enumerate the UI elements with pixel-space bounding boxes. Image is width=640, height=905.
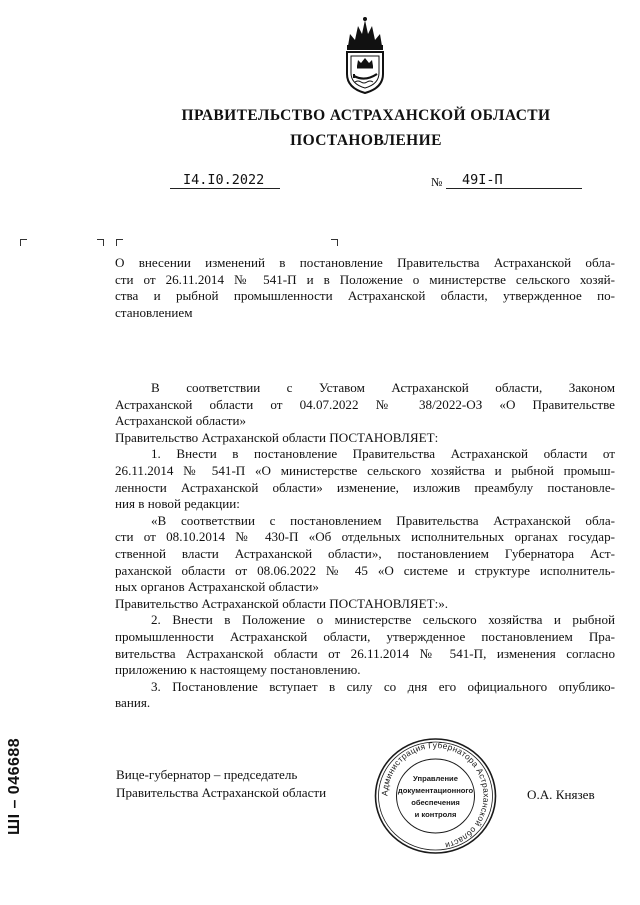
authority-title: ПРАВИТЕЛЬСТВО АСТРАХАНСКОЙ ОБЛАСТИ: [181, 107, 551, 124]
body-line: ленности Астраханской области» изменение, изложив преамбулу постановле-: [115, 479, 615, 495]
body-line: 26.11.2014 № 541-П «О министерстве сельского хозяйства и рыбной промыш-: [115, 462, 615, 478]
stamp-center-line: и контроля: [414, 810, 457, 819]
subject-line: сти от 26.11.2014 № 541-П и в Положение о министерстве сельского хозяй-: [115, 271, 615, 287]
date-underline: [170, 188, 280, 189]
body-line: ния в новой редакции:: [115, 496, 240, 512]
body-line: «В соответствии с постановлением Правительства Астраханской обла-: [151, 512, 615, 528]
document-date: I4.I0.2022: [183, 172, 265, 188]
body-line: промышленности Астраханской области, утвержденное постановлением Пра-: [115, 628, 615, 644]
subject-line: ства и рыбной промышленности Астраханской области, утвержденное по-: [115, 288, 615, 304]
corner-mark: [331, 239, 338, 246]
number-underline: [446, 188, 582, 189]
signatory-position-line: Вице-губернатор – председатель: [116, 767, 298, 782]
body-line: раханской области от 08.06.2022 № 45 «О системе и структуре исполнитель-: [115, 562, 615, 578]
document-subject: [115, 255, 615, 321]
body-line: Астраханской области»: [115, 413, 247, 429]
body-line: вительства Астраханской области от 26.11.2014 № 541-П, изменения согласно: [115, 645, 615, 661]
body-line: Астраханской области от 04.07.2022 № 38/2022-ОЗ «О Правительстве: [115, 396, 615, 412]
document-number: 49I-П: [462, 172, 503, 188]
stamp-ring-text: Администрация Губернатора Астраханской области: [379, 739, 492, 851]
corner-mark: [97, 239, 104, 246]
body-line: Правительство Астраханской области ПОСТАНОВЛЯЕТ:: [115, 429, 439, 445]
body-line: ных органов Астраханской области»: [115, 579, 319, 595]
signatory-position: [116, 766, 326, 802]
signatory-name: О.А. Князев: [527, 787, 595, 802]
official-stamp: [373, 737, 498, 855]
body-line: приложению к настоящему постановлению.: [115, 662, 361, 678]
body-line: 3. Постановление вступает в силу со дня его официального опублико-: [151, 678, 615, 694]
signatory-position-line: Правительства Астраханской области: [116, 785, 327, 800]
body-line: Правительство Астраханской области ПОСТАНОВЛЯЕТ:».: [115, 595, 449, 611]
body-line: 1. Внести в постановление Правительства Астраханской области от: [151, 446, 615, 462]
body-line: вания.: [115, 695, 151, 711]
number-sign: №: [431, 175, 443, 189]
coat-of-arms-icon: [340, 16, 390, 94]
body-line: ственной власти Астраханской области», постановлением Губернатора Аст-: [115, 545, 615, 561]
stamp-center-line: документационного: [397, 786, 474, 795]
document-body: [115, 380, 615, 712]
corner-mark: [116, 239, 123, 246]
document-type: ПОСТАНОВЛЕНИЕ: [290, 132, 442, 149]
body-line: В соответствии с Уставом Астраханской области, Законом: [151, 380, 615, 395]
stamp-center-line: Управление: [413, 774, 458, 783]
corner-mark: [20, 239, 27, 246]
body-line: 2. Внести в Положение о министерстве сельского хозяйства и рыбной: [151, 612, 615, 628]
subject-line: становлением: [115, 304, 193, 320]
body-line: сти от 08.10.2014 № 430-П «Об отдельных исполнительных органах государ-: [115, 529, 615, 545]
stamp-center-line: обеспечения: [411, 798, 460, 807]
subject-line: О внесении изменений в постановление Правительства Астраханской обла-: [115, 255, 615, 270]
form-serial-number: ШI – 046688: [6, 737, 23, 835]
